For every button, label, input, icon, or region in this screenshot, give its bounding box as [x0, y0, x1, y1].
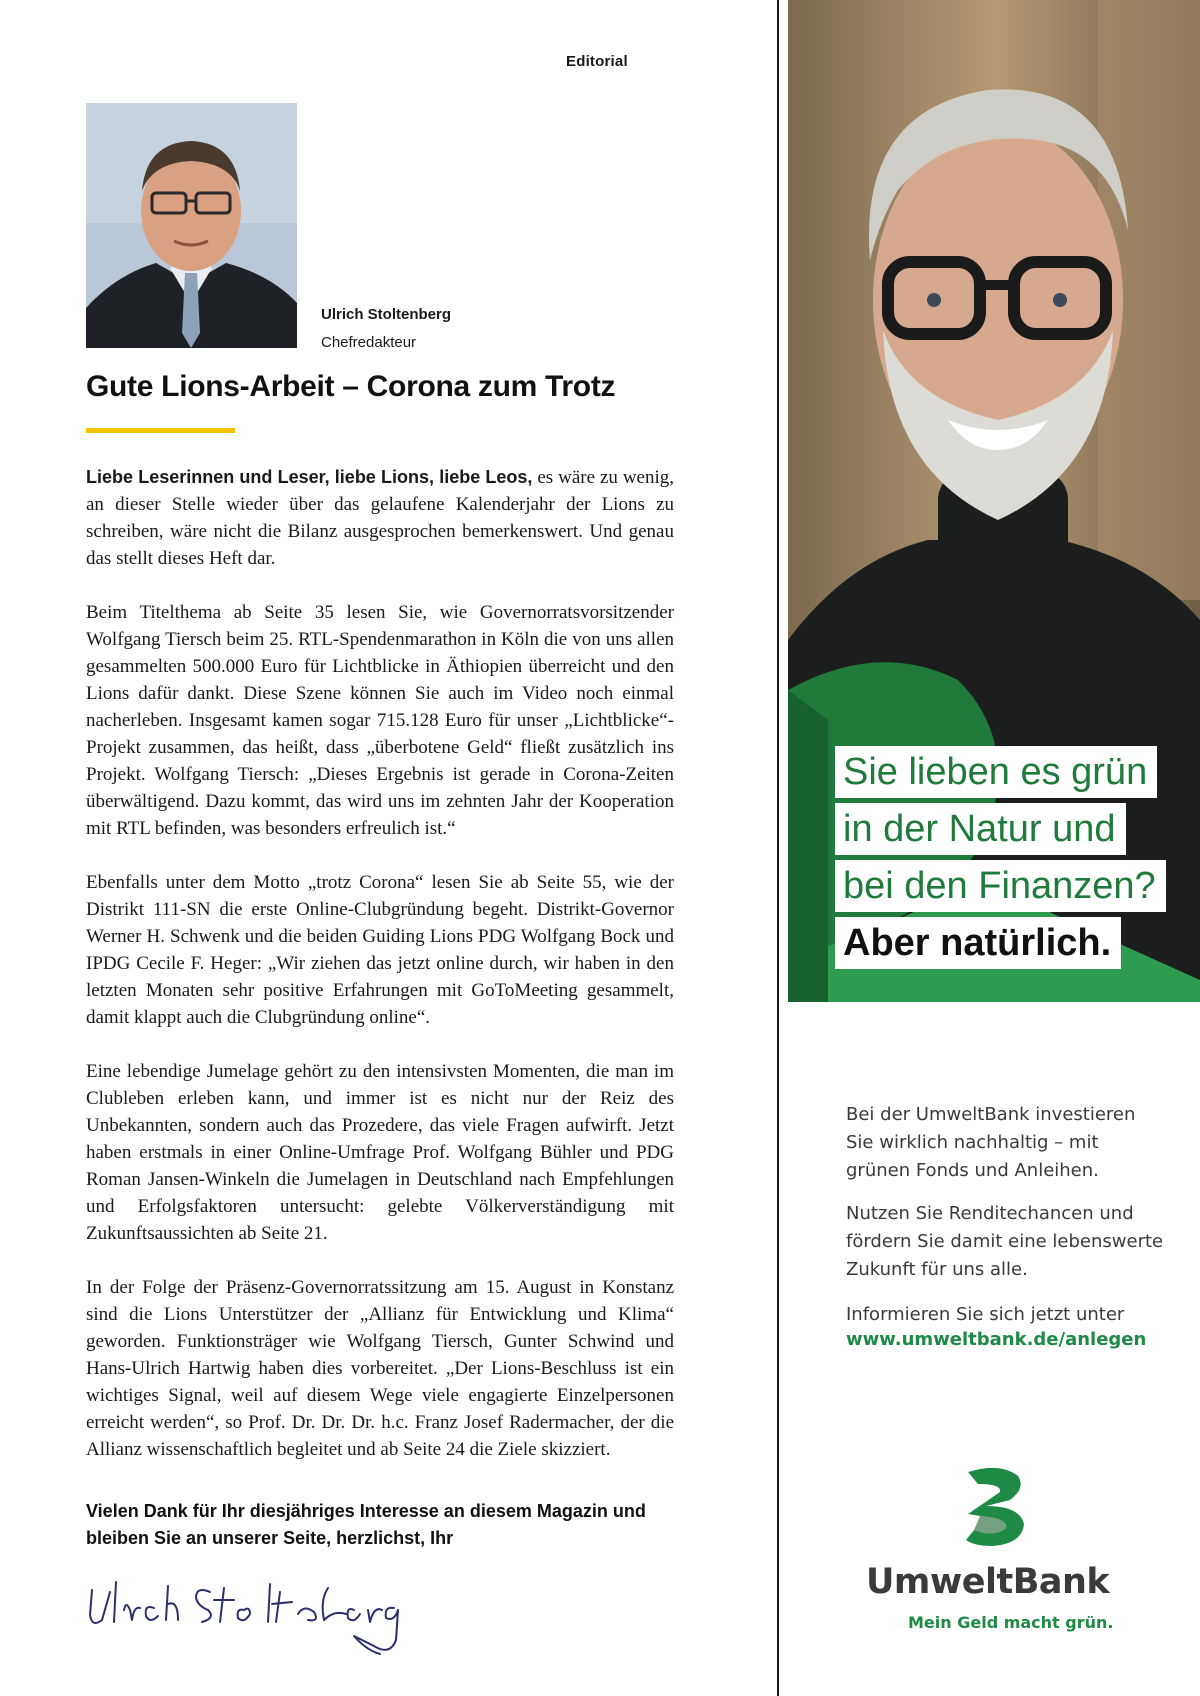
brand-claim: Mein Geld macht grün. [908, 1613, 1114, 1632]
article-body [86, 464, 674, 1490]
umweltbank-logo-icon [960, 1466, 1030, 1548]
lead-text: es wäre zu wenig, an dieser Stelle wieder über das gelaufene Kalenderjahr der Lions zu schreiben, wäre nicht die Bilanz ausgesprochen bemerkenswert. Und genau das stellt dieses Heft dar. [86, 467, 674, 569]
body-paragraph: Beim Titelthema ab Seite 35 lesen Sie, wie Governorratsvorsitzender Wolfgang Tiersch beim 25. RTL-Spendenmarathon in Köln die von uns allen gesammelten 500.000 Euro für Lichtblicke in Äthiopien überreicht und den Lions dafür dankt. Diese Szene können Sie auch im Video noch einmal nacherleben. Insgesamt kamen sogar 715.128 Euro für unser „Lichtblicke“-Projekt zusammen, das heißt, dass „überbotene Geld“ fließt zusätzlich ins Projekt. Wolfgang Tiersch: „Dieses Ergebnis ist gerade in Corona-Zeiten überwältigend. Dazu kommt, das wird uns im zehnten Jahr der Kooperation mit RTL befinden, was besonders erfreulich ist.“ [86, 602, 674, 839]
author-role: Chefredakteur [321, 334, 417, 351]
ad-copy-paragraph: Bei der UmweltBank investieren Sie wirklich nachhaltig – mit grünen Fonds und Anleihen. [846, 1104, 1136, 1181]
author-signature [84, 1570, 414, 1660]
lead-salutation: Liebe Leserinnen und Leser, liebe Lions, liebe Leos, [86, 467, 533, 487]
article-headline: Gute Lions-Arbeit – Corona zum Trotz [86, 370, 616, 403]
body-paragraph: Ebenfalls unter dem Motto „trotz Corona“ lesen Sie ab Seite 55, wie der Distrikt 111-SN die erste Online-Clubgründung begeht. Distrikt-Governor Werner H. Schwenk und die beiden Guiding Lions PDG Wolfgang Bock und IPDG Cecile F. Heger: „Wir ziehen das jetzt online durch, wir haben in den letzten Monaten sehr positive Erfahrungen mit GoToMeeting gesammelt, damit klappt auch die Clubgründung online“. [86, 872, 674, 1028]
ad-copy-paragraph: Informieren Sie sich jetzt unter [846, 1304, 1125, 1325]
ad-copy-paragraph: Nutzen Sie Renditechancen und fördern Sie damit eine lebenswerte Zukunft für uns alle. [846, 1203, 1164, 1280]
ad-slogan-line: bei den Finanzen? [835, 860, 1166, 912]
headline-underline [86, 428, 235, 433]
author-portrait [86, 103, 297, 348]
body-paragraph: In der Folge der Präsenz-Governorratssitzung am 15. August in Konstanz sind die Lions Unterstützer der „Allianz für Entwicklung und Klima“ geworden. Funktionsträger wie Wolfgang Tiersch, Gunter Schwind und Hans-Ulrich Hartwig haben dies vorbereitet. „Der Lions-Beschluss ist ein wichtiges Signal, weil auf diesem Wege viele engagierte Einzelpersonen erreicht werden“, so Prof. Dr. Dr. Dr. h.c. Franz Josef Radermacher, der die Allianz wissenschaftlich begleitet und ab Seite 24 die Ziele skizziert. [86, 1277, 674, 1460]
column-divider [777, 0, 779, 1696]
ad-slogan-line: Sie lieben es grün [835, 746, 1157, 798]
section-label: Editorial [566, 53, 628, 70]
closing-text: Vielen Dank für Ihr diesjähriges Interesse an diesem Magazin und bleiben Sie an unserer Seite, herzlichst, Ihr [86, 1501, 646, 1548]
brand-name: UmweltBank [866, 1562, 1110, 1602]
ad-url-link[interactable]: www.umweltbank.de/anlegen [846, 1329, 1147, 1350]
ad-slogan-line: in der Natur und [835, 803, 1126, 855]
ad-slogan-headline: Aber natürlich. [835, 917, 1121, 969]
author-name: Ulrich Stoltenberg [321, 306, 452, 323]
lead-paragraph [86, 464, 674, 572]
body-paragraph: Eine lebendige Jumelage gehört zu den intensivsten Momenten, die man im Clubleben erleben kann, und immer ist es nicht nur der Reiz des Unbekannten, sondern auch das Prozedere, das viele Fragen aufwirft. Jetzt haben erstmals in einer Online-Umfrage Prof. Wolfgang Bühler und PDG Roman Jansen-Winkeln die Jumelagen in Deutschland nach Empfehlungen und Erfolgsfaktoren untersucht: gelebte Völkerverständigung mit Zukunftsaussichten ab Seite 21. [86, 1061, 674, 1244]
